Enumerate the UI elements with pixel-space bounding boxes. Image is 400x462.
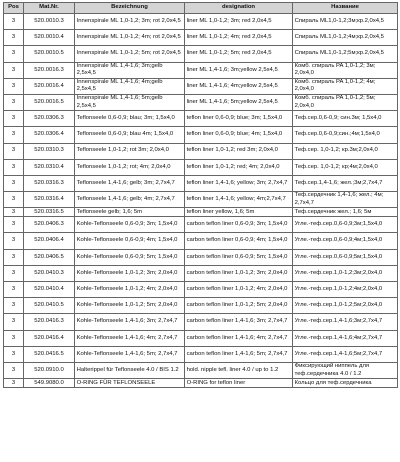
cell-nazvanie: Спираль ML1,0-1,2;5м;кр.2,0x4,5	[293, 46, 398, 62]
cell-pos: 3	[4, 298, 24, 314]
cell-mat-nr: 520.0016.5	[24, 94, 75, 110]
cell-designation: hold. nipple tefl. liner 4.0 / up to 1.2	[185, 362, 293, 378]
cell-nazvanie: Теф.сердечник 1,4-1,6; жел.; 4м; 2,7x4,7	[293, 192, 398, 208]
cell-mat-nr: 520.0310.4	[24, 159, 75, 175]
cell-nazvanie: Угле.-теф.сер.0,6-0,9;3м;1,5x4,0	[293, 217, 398, 233]
table-row	[4, 249, 398, 265]
cell-mat-nr: 520.0316.4	[24, 192, 75, 208]
table-row	[4, 14, 398, 30]
table-row	[4, 282, 398, 298]
cell-designation: liner ML 1,4-1,6; 3m;yellow 2,5x4,5	[185, 62, 293, 78]
cell-bezeichnung: Kohle-Teflonseele 1,4-1,6; 4m; 2,7x4,7	[75, 330, 185, 346]
cell-nazvanie: Угле.-теф.сер.1,0-1,2;3м;2,0x4,0	[293, 265, 398, 281]
cell-bezeichnung: Teflonseele gelb; 1,6; 5m	[75, 208, 185, 217]
cell-designation: liner ML 1,0-1,2; 5m; red 2,0x4,5	[185, 46, 293, 62]
cell-bezeichnung: O-RING FÜR TEFLONSEELE	[75, 379, 185, 388]
cell-bezeichnung: Halterippel für Teflonseele 4.0 / BIS 1.2	[75, 362, 185, 378]
cell-nazvanie: Теф.сер.1,4-1,6; жел.;3м;2,7x4,7	[293, 175, 398, 191]
table-row	[4, 346, 398, 362]
cell-mat-nr: 520.0016.4	[24, 78, 75, 94]
cell-pos: 3	[4, 314, 24, 330]
cell-mat-nr: 520.0410.5	[24, 298, 75, 314]
cell-nazvanie: Теф.сер.0,6-0,9; син.3м; 1,5x4,0	[293, 111, 398, 127]
table-row	[4, 46, 398, 62]
cell-bezeichnung: Kohle-Teflonseele 0,6-0,9; 3m; 1,5x4,0	[75, 217, 185, 233]
cell-mat-nr: 520.0010.3	[24, 14, 75, 30]
cell-pos: 3	[4, 94, 24, 110]
cell-designation: teflon liner yellow, 1,6; 5m	[185, 208, 293, 217]
table-row	[4, 111, 398, 127]
cell-nazvanie: Теф.сер. 1,0-1,2; кр.3м;2,0x4,0	[293, 143, 398, 159]
cell-pos: 3	[4, 14, 24, 30]
cell-pos: 3	[4, 233, 24, 249]
cell-mat-nr: 549.9080.0	[24, 379, 75, 388]
cell-designation: teflon liner 1,4-1,6; yellow; 3m; 2,7x4,7	[185, 175, 293, 191]
cell-mat-nr: 520.0010.4	[24, 30, 75, 46]
cell-bezeichnung: Innenspirale ML 1,4-1,6; 5m;gelb 2,5x4,5	[75, 94, 185, 110]
cell-pos: 3	[4, 46, 24, 62]
table-row	[4, 175, 398, 191]
cell-pos: 3	[4, 249, 24, 265]
cell-mat-nr: 520.0410.4	[24, 282, 75, 298]
cell-nazvanie: Угле.-теф.сер.1,0-1,2;5м;2,0x4,0	[293, 298, 398, 314]
cell-bezeichnung: Teflonseele 1,4-1,6; gelb; 4m; 2,7x4,7	[75, 192, 185, 208]
cell-pos: 3	[4, 265, 24, 281]
header-row	[4, 3, 398, 14]
cell-nazvanie: Фиксирующий ниппель для теф.сердечника 4.0 / 1.2	[293, 362, 398, 378]
cell-mat-nr: 520.0406.3	[24, 217, 75, 233]
cell-mat-nr: 520.0406.4	[24, 233, 75, 249]
cell-mat-nr: 520.0316.5	[24, 208, 75, 217]
cell-nazvanie: Угле.-теф.сер.1,4-1,6;5м;2,7x4,7	[293, 346, 398, 362]
cell-nazvanie: Спираль ML1,0-1,2;3м;кр.2,0x4,5	[293, 14, 398, 30]
cell-designation: O-RING for teflon liner	[185, 379, 293, 388]
table-row	[4, 30, 398, 46]
table-row	[4, 330, 398, 346]
cell-pos: 3	[4, 362, 24, 378]
cell-nazvanie: Комб. спираль PA 1,0-1,2; 3м; 2,0x4,0	[293, 62, 398, 78]
cell-bezeichnung: Teflonseele 1,4-1,6; gelb; 3m; 2,7x4,7	[75, 175, 185, 191]
cell-pos: 3	[4, 175, 24, 191]
cell-nazvanie: Кольцо для теф.сердечника	[293, 379, 398, 388]
cell-bezeichnung: Kohle-Teflonseele 1,4-1,6; 3m; 2,7x4,7	[75, 314, 185, 330]
cell-mat-nr: 520.0416.4	[24, 330, 75, 346]
table-row	[4, 362, 398, 378]
cell-pos: 3	[4, 379, 24, 388]
cell-pos: 3	[4, 111, 24, 127]
cell-designation: liner ML 1,0-1,2; 3m; red 2,0x4,5	[185, 14, 293, 30]
cell-designation: teflon liner 1,4-1,6; yellow; 4m;2,7x4,7	[185, 192, 293, 208]
cell-nazvanie: Теф.сер.0,6-0,9;син.;4м;1,5x4,0	[293, 127, 398, 143]
cell-designation: teflon liner 0,6-0,9; blue; 3m; 1,5x4,0	[185, 111, 293, 127]
table-row	[4, 192, 398, 208]
table-row	[4, 314, 398, 330]
cell-pos: 3	[4, 78, 24, 94]
cell-mat-nr: 520.0416.5	[24, 346, 75, 362]
header-bezeichnung: Bezeichnung	[75, 3, 185, 14]
table-row	[4, 208, 398, 217]
table-row	[4, 127, 398, 143]
table-row	[4, 78, 398, 94]
cell-pos: 3	[4, 346, 24, 362]
cell-designation: carbon teflon liner 0,6-0,9; 3m; 1,5x4,0	[185, 217, 293, 233]
cell-nazvanie: Теф.сер. 1,0-1,2; кр;4м;2,0x4,0	[293, 159, 398, 175]
table-row	[4, 159, 398, 175]
cell-bezeichnung: Teflonseele 1,0-1,2; rot 3m; 2,0x4,0	[75, 143, 185, 159]
cell-designation: teflon liner 0,6-0,9; blue; 4m; 1,5x4,0	[185, 127, 293, 143]
cell-mat-nr: 520.0010.5	[24, 46, 75, 62]
cell-nazvanie: Угле.-теф.сер.1,0-1,2;4м;2,0x4,0	[293, 282, 398, 298]
cell-designation: liner ML 1,0-1,2; 4m; red 2,0x4,5	[185, 30, 293, 46]
table-row	[4, 94, 398, 110]
cell-designation: carbon teflon liner 0,6-0,9; 4m; 1,5x4,0	[185, 233, 293, 249]
cell-pos: 3	[4, 217, 24, 233]
table-row	[4, 143, 398, 159]
cell-bezeichnung: Teflonseele 0,6-0,9; blau 4m; 1,5x4,0	[75, 127, 185, 143]
cell-nazvanie: Комб. спираль PA 1,0-1,2; 4м; 2,0x4,0	[293, 78, 398, 94]
cell-designation: teflon liner 1,0-1,2; red 3m; 2,0x4,0	[185, 143, 293, 159]
cell-nazvanie: Угле.-теф.сер.0,6-0,9;5м;1,5x4,0	[293, 249, 398, 265]
cell-bezeichnung: Kohle-Teflonseele 1,4-1,6; 5m; 2,7x4,7	[75, 346, 185, 362]
cell-designation: carbon teflon liner 1,0-1,2; 5m; 2,0x4,0	[185, 298, 293, 314]
cell-mat-nr: 520.0406.5	[24, 249, 75, 265]
cell-bezeichnung: Kohle-Teflonseele 1,0-1,2; 3m; 2,0x4,0	[75, 265, 185, 281]
cell-designation: carbon teflon liner 0,6-0,9; 5m; 1,5x4,0	[185, 249, 293, 265]
cell-nazvanie: Комб. спираль PA 1,0-1,2; 5м; 2,0x4,0	[293, 94, 398, 110]
cell-nazvanie: Угле.-теф.сер.0,6-0,9;4м;1,5x4,0	[293, 233, 398, 249]
cell-bezeichnung: Kohle-Teflonseele 1,0-1,2; 4m; 2,0x4,0	[75, 282, 185, 298]
cell-designation: carbon teflon liner 1,4-1,6; 5m; 2,7x4,7	[185, 346, 293, 362]
cell-bezeichnung: Innenspirale ML 1,0-1,2; 5m; rot 2,0x4,5	[75, 46, 185, 62]
cell-bezeichnung: Innenspirale ML 1,0-1,2; 4m; rot 2,0x4,5	[75, 30, 185, 46]
cell-bezeichnung: Teflonseele 1,0-1,2; rot; 4m; 2,0x4,0	[75, 159, 185, 175]
header-mat-nr: Mat.Nr.	[24, 3, 75, 14]
cell-nazvanie: Спираль ML1,0-1,2;4м;кр.2,0x4,5	[293, 30, 398, 46]
cell-designation: carbon teflon liner 1,0-1,2; 3m; 2,0x4,0	[185, 265, 293, 281]
table-row	[4, 217, 398, 233]
header-nazvanie: Название	[293, 3, 398, 14]
table-row	[4, 62, 398, 78]
cell-bezeichnung: Innenspirale ML 1,4-1,6; 4m;gelb 2,5x4,5	[75, 78, 185, 94]
header-pos: Pos	[4, 3, 24, 14]
table-header	[4, 3, 398, 14]
cell-pos: 3	[4, 143, 24, 159]
cell-nazvanie: Угле.-теф.сер.1,4-1,6;3м;2,7x4,7	[293, 314, 398, 330]
cell-mat-nr: 520.0310.3	[24, 143, 75, 159]
cell-bezeichnung: Teflonseele 0,6-0,9; blau; 3m; 1,5x4,0	[75, 111, 185, 127]
table-row	[4, 233, 398, 249]
cell-bezeichnung: Kohle-Teflonseele 0,6-0,9; 4m; 1,5x4,0	[75, 233, 185, 249]
cell-bezeichnung: Innenspirale ML 1,0-1,2; 3m; rot 2,0x4,5	[75, 14, 185, 30]
cell-mat-nr: 520.0416.3	[24, 314, 75, 330]
cell-nazvanie: Угле.-теф.сер.1,4-1,6;4м;2,7x4,7	[293, 330, 398, 346]
cell-bezeichnung: Kohle-Teflonseele 1,0-1,2; 5m; 2,0x4,0	[75, 298, 185, 314]
cell-designation: liner ML 1,4-1,6; 5m;yellow 2,5x4,5	[185, 94, 293, 110]
cell-bezeichnung: Innenspirale ML 1,4-1,6; 3m;gelb 2,5x4,5	[75, 62, 185, 78]
cell-designation: liner ML 1,4-1,6; 4m;yellow 2,5x4,5	[185, 78, 293, 94]
cell-designation: carbon teflon liner 1,4-1,6; 4m; 2,7x4,7	[185, 330, 293, 346]
cell-designation: teflon liner 1,0-1,2; red; 4m; 2,0x4,0	[185, 159, 293, 175]
cell-designation: carbon teflon liner 1,0-1,2; 4m; 2,0x4,0	[185, 282, 293, 298]
table-row	[4, 298, 398, 314]
cell-mat-nr: 520.0316.3	[24, 175, 75, 191]
cell-pos: 3	[4, 127, 24, 143]
header-designation: designation	[185, 3, 293, 14]
parts-table	[3, 2, 398, 388]
cell-pos: 3	[4, 208, 24, 217]
cell-mat-nr: 520.0016.3	[24, 62, 75, 78]
cell-mat-nr: 520.0410.3	[24, 265, 75, 281]
cell-pos: 3	[4, 30, 24, 46]
cell-nazvanie: Теф.сердечник жел.; 1,6; 5м	[293, 208, 398, 217]
cell-pos: 3	[4, 330, 24, 346]
cell-pos: 3	[4, 62, 24, 78]
table-row	[4, 379, 398, 388]
cell-mat-nr: 520.0306.4	[24, 127, 75, 143]
cell-pos: 3	[4, 282, 24, 298]
cell-designation: carbon teflon liner 1,4-1,6; 3m; 2,7x4,7	[185, 314, 293, 330]
cell-mat-nr: 520.0306.3	[24, 111, 75, 127]
table-row	[4, 265, 398, 281]
table-body	[4, 14, 398, 388]
cell-mat-nr: 520.0910.0	[24, 362, 75, 378]
cell-bezeichnung: Kohle-Teflonseele 0,6-0,9; 5m; 1,5x4,0	[75, 249, 185, 265]
cell-pos: 3	[4, 159, 24, 175]
cell-pos: 3	[4, 192, 24, 208]
